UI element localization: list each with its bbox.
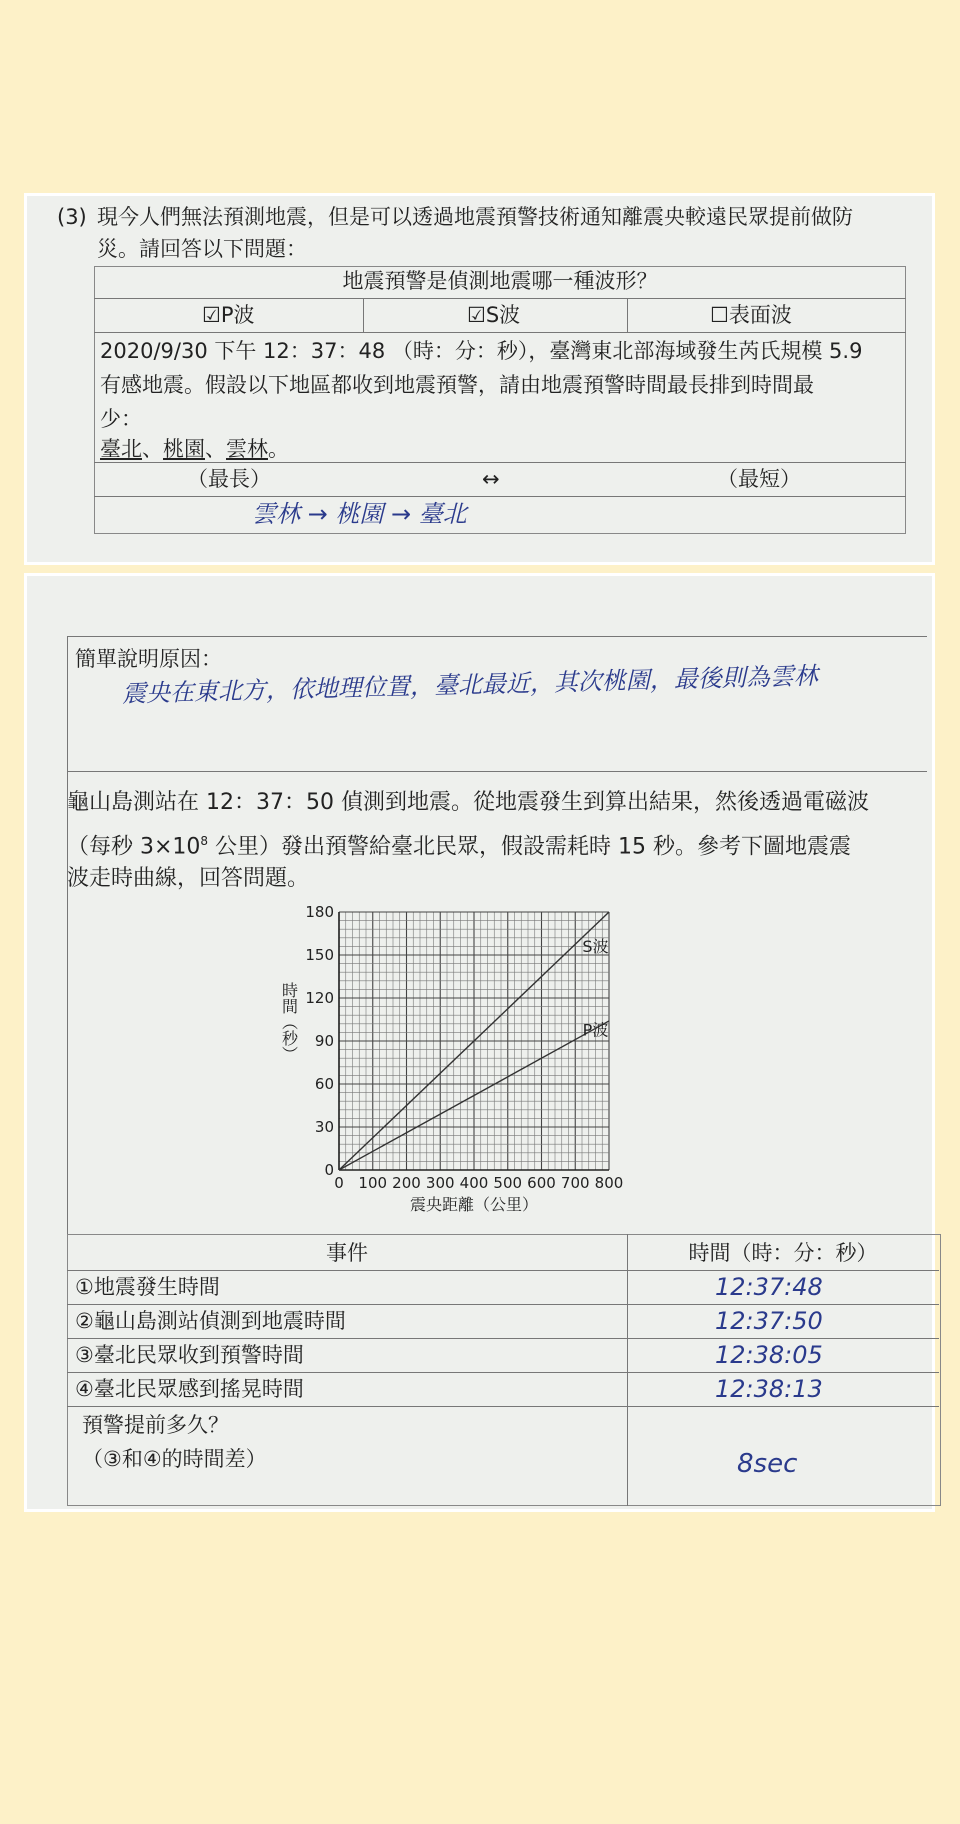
scenario-line3: 少： xyxy=(100,407,142,431)
y-tick-label: 180 xyxy=(305,903,334,921)
question-intro-line2: 災。請回答以下問題： xyxy=(97,237,307,261)
time-row-4: 12:38:13 xyxy=(715,1375,823,1403)
x-tick-label: 300 xyxy=(425,1174,455,1192)
y-tick-label: 120 xyxy=(305,989,334,1007)
x-axis-label: 震央距離（公里） xyxy=(409,1195,539,1214)
place-taipei: 臺北 xyxy=(100,437,142,461)
lead-question-line1: 預警提前多久？ xyxy=(82,1413,229,1437)
header-time: 時間（時：分：秒） xyxy=(688,1241,878,1265)
x-tick-label: 100 xyxy=(358,1174,388,1192)
lead-question-line2: （③和④的時間差） xyxy=(82,1447,267,1471)
option-s-wave[interactable]: ☑S波 xyxy=(467,303,521,327)
x-tick-label: 600 xyxy=(527,1174,556,1192)
event-row-3: ③臺北民眾收到預警時間 xyxy=(75,1343,304,1367)
y-tick-label: 150 xyxy=(305,946,334,964)
lead-time-answer: 8sec xyxy=(737,1449,798,1479)
places-list: 臺北、桃園、雲林。 xyxy=(100,437,289,461)
event-row-2: ②龜山島測站偵測到地震時間 xyxy=(75,1309,346,1333)
y-tick-label: 0 xyxy=(324,1161,334,1179)
y-tick-label: 30 xyxy=(314,1118,334,1136)
y-tick-label: 90 xyxy=(314,1032,334,1050)
handwritten-reason: 震央在東北方，依地理位置，臺北最近，其次桃園，最後則為雲林 xyxy=(121,661,819,708)
x-tick-label: 800 xyxy=(594,1174,624,1192)
checkbox-empty-icon: ☐ xyxy=(710,303,729,327)
longest-label: （最長） xyxy=(187,467,271,491)
station-line3: 波走時曲線，回答問題。 xyxy=(67,866,310,891)
option-surface-wave[interactable]: ☐表面波 xyxy=(710,303,792,327)
time-row-2: 12:37:50 xyxy=(715,1307,823,1335)
x-tick-label: 500 xyxy=(493,1174,523,1192)
worksheet-part-1 xyxy=(24,193,935,565)
x-tick-label: 0 xyxy=(334,1174,344,1192)
scenario-line2: 有感地震。假設以下地區都收到地震預警，請由地震預警時間最長排到時間最 xyxy=(100,373,814,397)
place-taoyuan: 桃園 xyxy=(163,437,205,461)
time-row-1: 12:37:48 xyxy=(715,1273,823,1301)
worksheet-part-2 xyxy=(24,573,935,1512)
series-label: P波 xyxy=(582,1020,609,1040)
header-event: 事件 xyxy=(326,1241,368,1265)
x-tick-label: 200 xyxy=(392,1174,421,1192)
checkbox-checked-icon: ☑ xyxy=(202,303,221,327)
event-row-1: ①地震發生時間 xyxy=(75,1275,220,1299)
question-number: (3) xyxy=(57,205,87,229)
question-intro-line1: 現今人們無法預測地震，但是可以透過地震預警技術通知離震央較遠民眾提前做防 xyxy=(97,205,853,229)
scenario-line1: 2020/9/30 下午 12：37：48 （時：分：秒），臺灣東北部海域發生芮氏規模 5.9 xyxy=(100,339,863,363)
x-tick-label: 700 xyxy=(560,1174,590,1192)
reason-label: 簡單說明原因： xyxy=(75,647,222,671)
station-line2: （每秒 $3\times 10^8$ 公里）發出預警給臺北民眾，假設需耗時 15 秒。參考下圖地震震 xyxy=(67,834,852,860)
y-axis-label: 時間（秒） xyxy=(279,982,299,1062)
time-row-3: 12:38:05 xyxy=(715,1341,823,1369)
wave-question-heading: 地震預警是偵測地震哪一種波形？ xyxy=(342,269,658,293)
checkbox-checked-icon: ☑ xyxy=(467,303,486,327)
y-tick-label: 60 xyxy=(314,1075,334,1093)
event-row-4: ④臺北民眾感到搖晃時間 xyxy=(75,1377,304,1401)
option-p-wave[interactable]: ☑P波 xyxy=(202,303,255,327)
travel-time-chart xyxy=(267,896,707,1216)
shortest-label: （最短） xyxy=(717,467,801,491)
station-line1: 龜山島測站在 12：37：50 偵測到地震。從地震發生到算出結果，然後透過電磁波 xyxy=(67,790,869,815)
place-yunlin: 雲林 xyxy=(226,437,268,461)
arrow-icon: ↔ xyxy=(482,467,500,491)
handwritten-order-answer: 雲林 → 桃園 → 臺北 xyxy=(252,500,467,528)
series-label: S波 xyxy=(582,937,609,957)
x-tick-label: 400 xyxy=(459,1174,489,1192)
